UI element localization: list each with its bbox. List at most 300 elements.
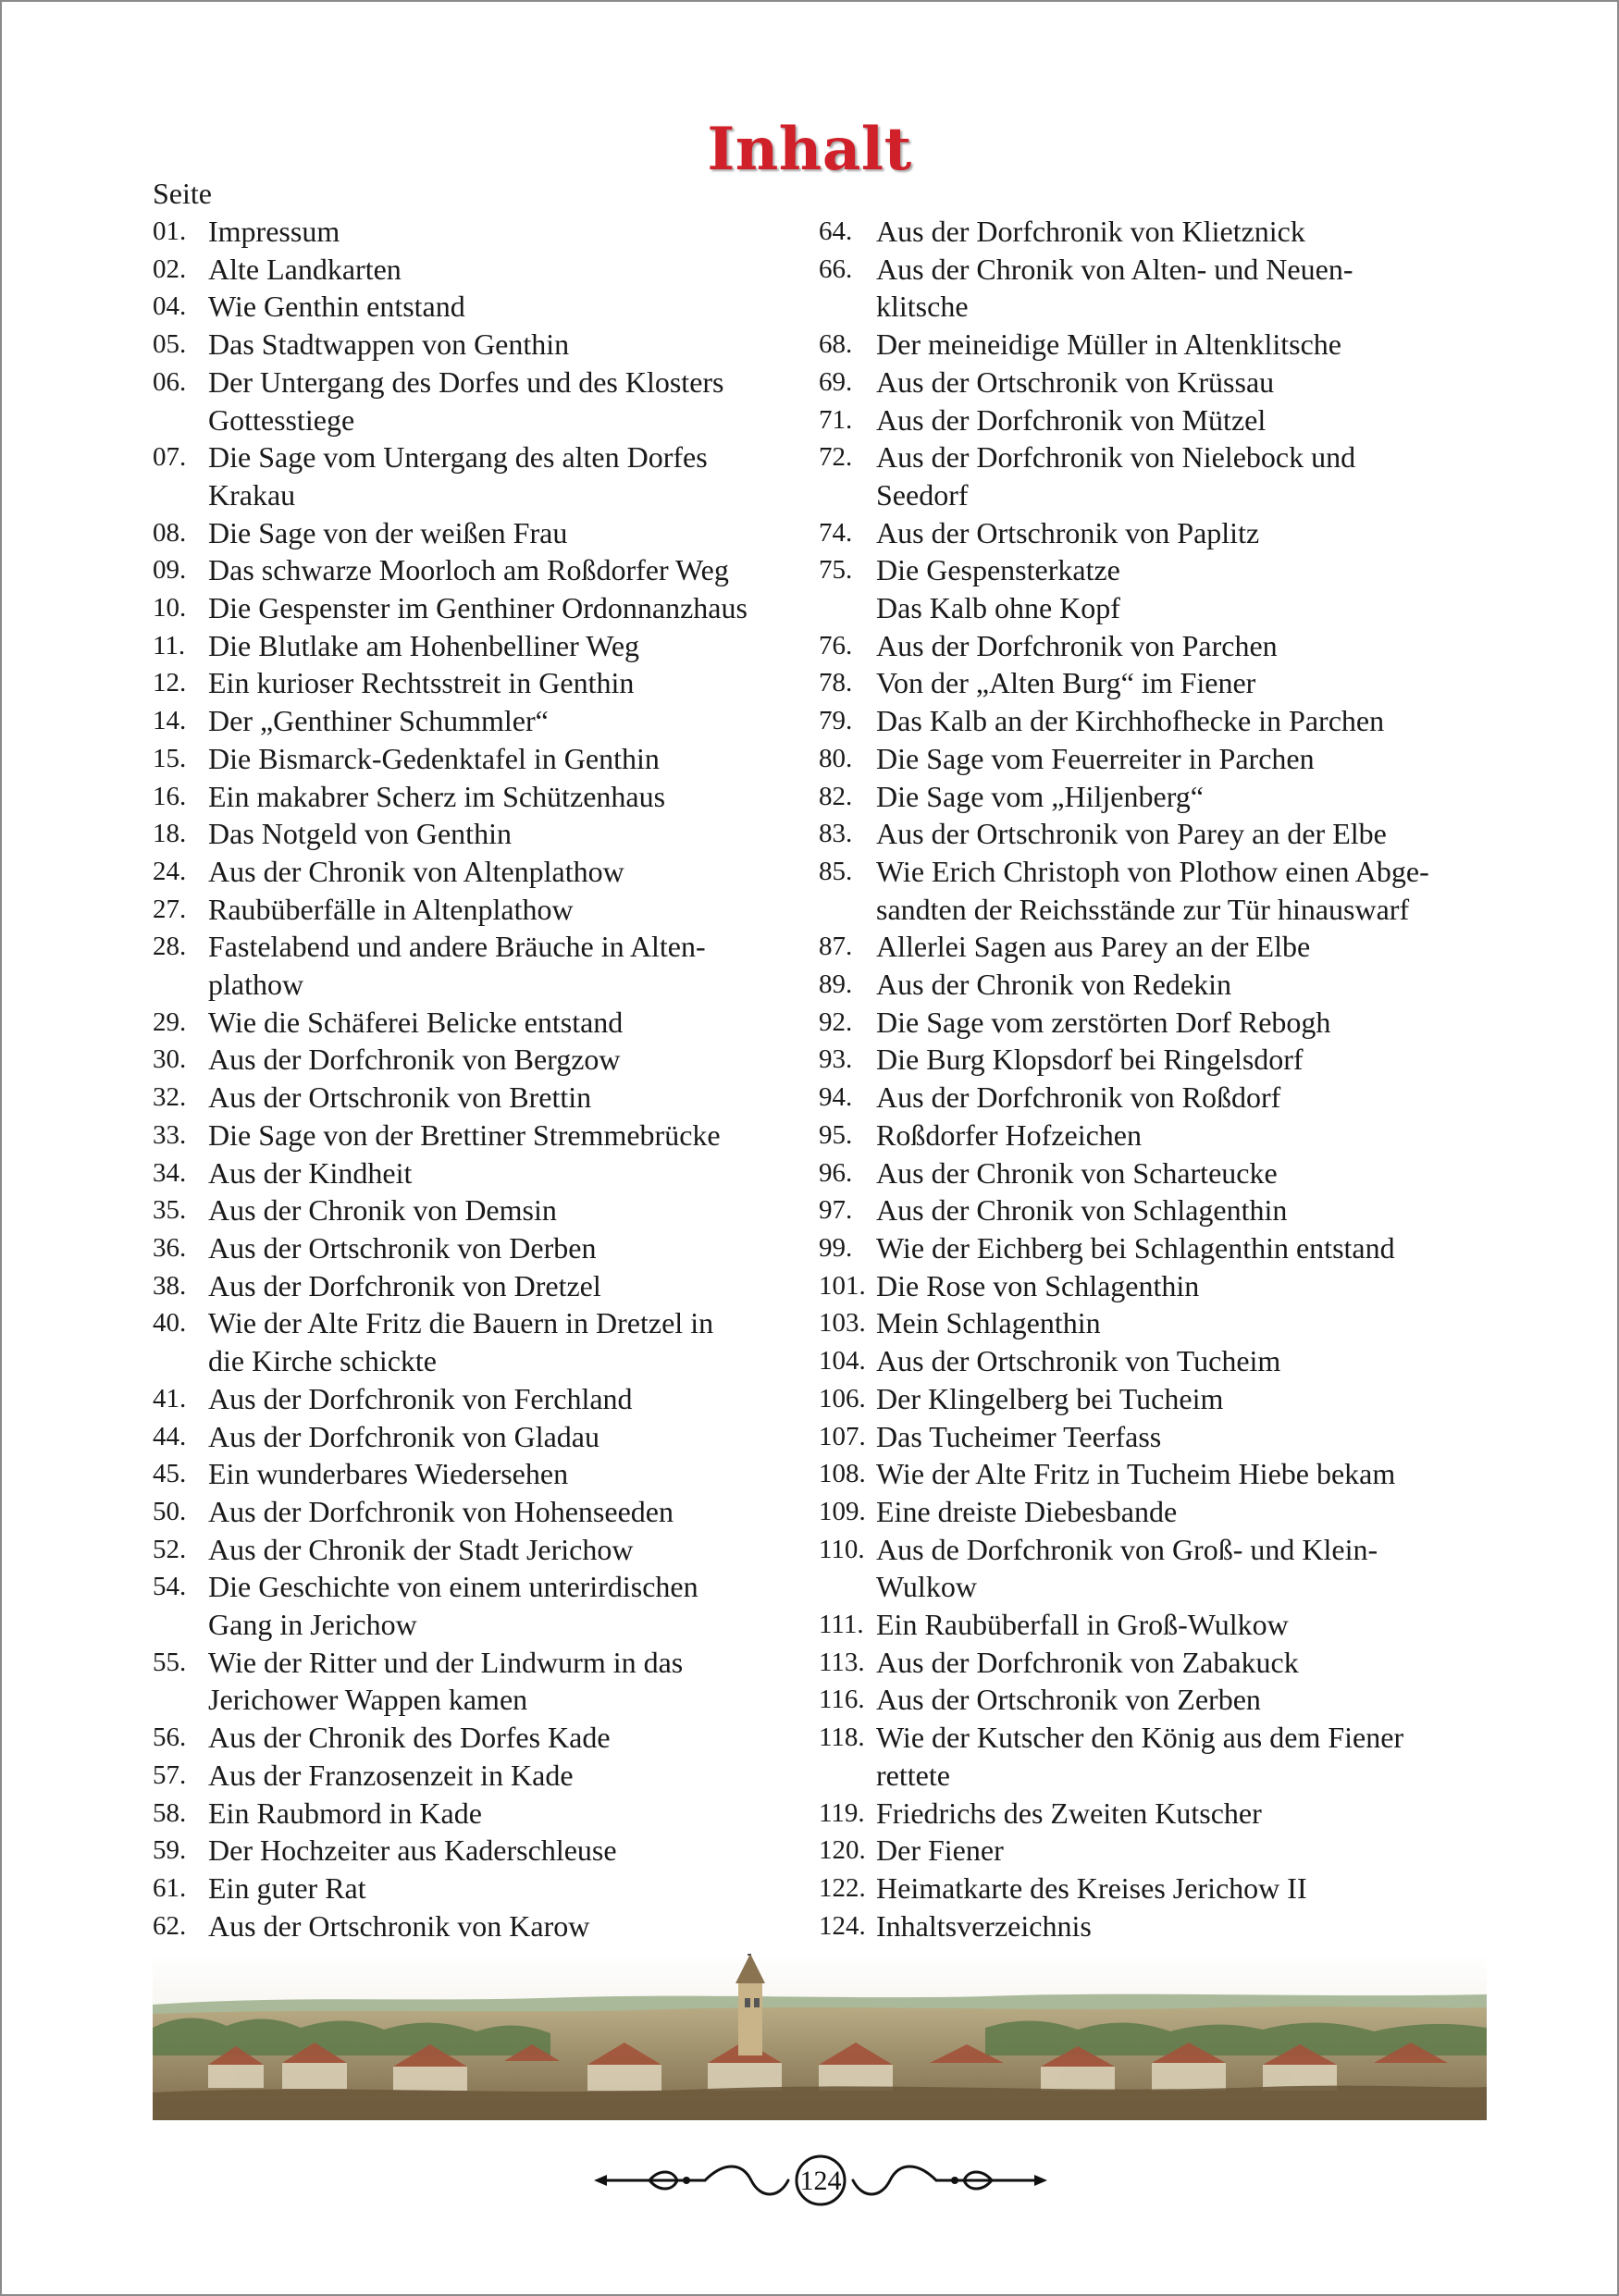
toc-title-line: rettete [876, 1758, 950, 1792]
toc-entry [819, 364, 1540, 401]
toc-page-number: 15. [153, 743, 187, 773]
toc-entry [819, 251, 1540, 326]
toc-entry [819, 1606, 1540, 1644]
toc-page-number: 57. [153, 1759, 187, 1790]
toc-page-number: 58. [153, 1797, 187, 1828]
toc-title-line: Die Blutlake am Hohenbelliner Weg [208, 628, 640, 662]
toc-title-line: Aus der Dorfchronik von Roßdorf [876, 1080, 1281, 1115]
toc-title-line: Wie die Schäferei Belicke entstand [208, 1005, 624, 1039]
toc-title-line: Wie Erich Christoph von Plothow einen Abge- [876, 854, 1429, 888]
toc-title [876, 1719, 1540, 1794]
toc-entry [819, 1304, 1540, 1342]
toc-title [876, 1117, 1540, 1154]
toc-title [876, 1229, 1540, 1267]
toc-title [876, 364, 1540, 401]
toc-page-number: 75. [819, 555, 853, 586]
toc-title [876, 1004, 1540, 1042]
toc-entry [819, 740, 1540, 778]
toc-entry [153, 664, 819, 702]
toc-page-number: 02. [153, 253, 187, 284]
toc-title-line: Der Klingelberg bei Tucheim [876, 1381, 1224, 1415]
toc-title-line: Die Gespenster im Genthiner Ordonnanzhaus [208, 591, 748, 625]
toc-entry [153, 1304, 819, 1379]
toc-title [876, 1531, 1540, 1606]
toc-page-number: 107. [819, 1421, 866, 1451]
toc-entry [819, 702, 1540, 740]
toc-entry [819, 1079, 1540, 1117]
toc-page-number: 10. [153, 593, 187, 623]
toc-title-line: Aus der Ortschronik von Brettin [208, 1080, 592, 1115]
toc-title [876, 1455, 1540, 1493]
toc-title-line: Die Sage von der weißen Frau [208, 515, 568, 549]
town-panorama-illustration [153, 1954, 1487, 2120]
toc-page-number: 06. [153, 366, 187, 397]
toc-page-number: 30. [153, 1044, 187, 1075]
toc-page-number: 87. [819, 932, 853, 962]
toc-entry [153, 1832, 819, 1870]
toc-page-number: 97. [819, 1195, 853, 1226]
toc-title [876, 778, 1540, 816]
toc-title [208, 364, 819, 438]
toc-title-line: Die Burg Klopsdorf bei Ringelsdorf [876, 1043, 1304, 1077]
toc-entry [819, 1681, 1540, 1719]
toc-title [208, 1795, 819, 1833]
toc-title-line: Ein guter Rat [208, 1870, 366, 1905]
toc-title [208, 1004, 819, 1042]
toc-page-number: 28. [153, 932, 187, 962]
toc-entry [153, 815, 819, 853]
toc-title [208, 514, 819, 552]
toc-title [208, 1644, 819, 1719]
toc-entry [819, 928, 1540, 966]
toc-title [876, 1380, 1540, 1418]
toc-entry [153, 551, 819, 589]
toc-page-number: 07. [153, 442, 187, 473]
toc-title-line: Der meineidige Müller in Altenklitsche [876, 327, 1341, 362]
toc-title-line: Aus der Chronik von Schlagenthin [876, 1193, 1288, 1228]
toc-page-number: 16. [153, 781, 187, 811]
toc-title [208, 1079, 819, 1117]
toc-title [876, 702, 1540, 740]
toc-entry [153, 1719, 819, 1757]
toc-entry [153, 928, 819, 1003]
toc-entry [819, 1719, 1540, 1794]
toc-title [876, 514, 1540, 552]
toc-entry [819, 1870, 1540, 1907]
toc-title-line: Die Sage vom Feuerreiter in Parchen [876, 741, 1315, 775]
toc-title-line: Aus der Ortschronik von Derben [208, 1230, 597, 1265]
toc-title [876, 1041, 1540, 1079]
toc-entry [819, 1493, 1540, 1531]
toc-entry [819, 1795, 1540, 1833]
toc-entry [153, 514, 819, 552]
toc-title [876, 815, 1540, 853]
toc-title-line: Aus der Ortschronik von Tucheim [876, 1344, 1281, 1378]
toc-page-number: 85. [819, 856, 853, 886]
toc-title-line: Alte Landkarten [208, 252, 402, 286]
toc-title-line: Aus der Ortschronik von Karow [208, 1908, 590, 1943]
toc-title-line: Ein kurioser Rechtsstreit in Genthin [208, 666, 635, 700]
toc-entry [153, 1267, 819, 1305]
toc-entry [153, 1907, 819, 1945]
toc-title-line: Aus der Dorfchronik von Zabakuck [876, 1645, 1299, 1679]
toc-title-line: Die Sage vom „Hiljenberg“ [876, 779, 1204, 813]
toc-title-line: Aus der Ortschronik von Parey an der Elbe [876, 817, 1387, 851]
toc-page-number: 74. [819, 517, 853, 548]
toc-page-number: 59. [153, 1835, 187, 1866]
toc-title-line: Ein Raubmord in Kade [208, 1796, 482, 1830]
toc-entry [819, 853, 1540, 928]
toc-title [208, 1267, 819, 1305]
toc-page-number: 103. [819, 1308, 866, 1339]
toc-title-line: Aus der Ortschronik von Zerben [876, 1683, 1261, 1717]
toc-title-line: Impressum [208, 215, 340, 248]
toc-title-line: Das Stadtwappen von Genthin [208, 327, 570, 362]
toc-title [876, 740, 1540, 778]
toc-page-number: 66. [819, 253, 853, 284]
toc-page-number: 55. [153, 1647, 187, 1677]
toc-title-line: Die Geschichte von einem unterirdischen [208, 1570, 698, 1604]
toc-page-number: 29. [153, 1006, 187, 1037]
toc-page-number: 108. [819, 1459, 866, 1489]
toc-title-line: Aus der Dorfchronik von Nielebock und [876, 440, 1356, 475]
toc-title-line: Jerichower Wappen kamen [208, 1683, 528, 1717]
toc-title-line: Raubüberfälle in Altenplathow [208, 892, 574, 926]
toc-entry [153, 213, 819, 251]
toc-page-number: 120. [819, 1835, 866, 1866]
toc-page-number: 101. [819, 1270, 866, 1301]
toc-title [208, 853, 819, 891]
toc-entry [819, 401, 1540, 439]
toc-page-number: 94. [819, 1082, 853, 1113]
toc-entry [153, 438, 819, 513]
toc-entry [819, 1531, 1540, 1606]
toc-entry [819, 1342, 1540, 1380]
toc-page-number: 24. [153, 856, 187, 886]
toc-page-number: 76. [819, 630, 853, 660]
toc-entry [153, 1757, 819, 1795]
toc-title [208, 1832, 819, 1870]
toc-title [208, 1041, 819, 1079]
toc-title-line: Die Gespensterkatze [876, 553, 1120, 587]
toc-title-line: Wie der Eichberg bei Schlagenthin entstand [876, 1230, 1395, 1265]
toc-title-line: Aus der Chronik des Dorfes Kade [208, 1721, 611, 1755]
toc-title-line: Die Rose von Schlagenthin [876, 1268, 1200, 1302]
toc-title-line: Aus der Ortschronik von Paplitz [876, 515, 1260, 549]
toc-page-number: 92. [819, 1006, 853, 1037]
toc-title [208, 1380, 819, 1418]
toc-page-number: 122. [819, 1872, 866, 1903]
toc-title-line: Ein Raubüberfall in Groß-Wulkow [876, 1608, 1289, 1642]
toc-title [876, 438, 1540, 513]
toc-title-line: Seedorf [876, 477, 969, 512]
toc-entry [819, 326, 1540, 364]
toc-page-number: 35. [153, 1195, 187, 1226]
page-number-ornament [594, 2153, 1047, 2208]
toc-page-number: 89. [819, 969, 853, 1000]
toc-right-column [819, 213, 1540, 1944]
toc-entry [819, 664, 1540, 702]
toc-title [208, 627, 819, 665]
toc-title-line: Aus der Chronik von Demsin [208, 1193, 557, 1228]
toc-title-line: die Kirche schickte [208, 1344, 437, 1378]
toc-entry [153, 1191, 819, 1229]
toc-title-line: klitsche [876, 290, 969, 324]
toc-page-number: 106. [819, 1383, 866, 1413]
toc-page-number: 44. [153, 1421, 187, 1451]
toc-page-number: 95. [819, 1119, 853, 1150]
toc-entry [819, 1191, 1540, 1229]
toc-title-line: Aus der Ortschronik von Krüssau [876, 364, 1275, 399]
toc-page-number: 36. [153, 1232, 187, 1263]
toc-entry [153, 1229, 819, 1267]
toc-title [208, 815, 819, 853]
toc-page-number: 109. [819, 1496, 866, 1526]
toc-title-line: Inhaltsverzeichnis [876, 1908, 1092, 1943]
toc-title [876, 928, 1540, 966]
toc-page-number: 04. [153, 291, 187, 322]
toc-entry [153, 1418, 819, 1456]
toc-entry [153, 251, 819, 289]
toc-entry [819, 551, 1540, 626]
toc-title-line: Krakau [208, 477, 296, 512]
toc-entry [153, 1117, 819, 1154]
toc-entry [153, 740, 819, 778]
toc-page-number: 79. [819, 706, 853, 736]
toc-page-number: 27. [153, 894, 187, 924]
toc-title [208, 288, 819, 326]
toc-title [208, 1531, 819, 1569]
toc-title-line: Die Sage vom zerstörten Dorf Rebogh [876, 1005, 1331, 1039]
toc-page-number: 52. [153, 1534, 187, 1564]
toc-page-number: 96. [819, 1157, 853, 1188]
toc-title [876, 1795, 1540, 1833]
toc-page-number: 82. [819, 781, 853, 811]
toc-title-line: Aus der Chronik von Altenplathow [208, 854, 624, 888]
toc-page-number: 104. [819, 1346, 866, 1376]
toc-title-line: Wie der Alte Fritz in Tucheim Hiebe bekam [876, 1457, 1396, 1491]
toc-entry [153, 1870, 819, 1907]
toc-page-number: 119. [819, 1797, 865, 1828]
toc-title-line: Der Untergang des Dorfes und des Klosters [208, 364, 724, 399]
toc-entry [819, 966, 1540, 1004]
toc-entry [153, 1531, 819, 1569]
toc-title [208, 1154, 819, 1192]
toc-page-number: 110. [819, 1534, 865, 1564]
toc-title [208, 589, 819, 627]
toc-page-number: 45. [153, 1459, 187, 1489]
toc-title-line: Aus der Chronik von Alten- und Neuen- [876, 252, 1353, 286]
toc-page-number: 05. [153, 329, 187, 360]
toc-title [208, 1757, 819, 1795]
toc-title [876, 1606, 1540, 1644]
toc-page-number: 09. [153, 555, 187, 586]
toc-page-number: 32. [153, 1082, 187, 1113]
toc-title [208, 1493, 819, 1531]
toc-entry [819, 1267, 1540, 1305]
toc-title-line: Die Bismarck-Gedenktafel in Genthin [208, 741, 660, 775]
toc-entry [153, 1568, 819, 1643]
toc-entry [153, 1079, 819, 1117]
toc-title [208, 326, 819, 364]
toc-title [208, 1304, 819, 1379]
toc-title-line: Von der „Alten Burg“ im Fiener [876, 666, 1256, 700]
toc-entry [819, 1644, 1540, 1682]
toc-entry [819, 1907, 1540, 1945]
toc-title [208, 1418, 819, 1456]
toc-title-line: Ein makabrer Scherz im Schützenhaus [208, 779, 666, 813]
toc-title [876, 966, 1540, 1004]
toc-page-number: 69. [819, 366, 853, 397]
toc-entry [153, 891, 819, 929]
toc-title-line: Die Sage vom Untergang des alten Dorfes [208, 440, 708, 475]
toc-entry [153, 1004, 819, 1042]
toc-title [208, 1191, 819, 1229]
toc-entry [153, 1644, 819, 1719]
toc-title-line: Ein wunderbares Wiedersehen [208, 1457, 569, 1491]
toc-title [876, 1681, 1540, 1719]
toc-page-number: 124. [819, 1910, 866, 1941]
toc-title-line: Der Hochzeiter aus Kaderschleuse [208, 1833, 617, 1868]
toc-title [876, 1191, 1540, 1229]
toc-entry [153, 702, 819, 740]
toc-title [208, 438, 819, 513]
toc-entry [153, 1041, 819, 1079]
toc-page-number: 56. [153, 1722, 187, 1753]
toc-title [876, 1267, 1540, 1305]
toc-title-line: Aus de Dorfchronik von Groß- und Klein- [876, 1532, 1378, 1566]
toc-title-line: Wie der Alte Fritz die Bauern in Dretzel in [208, 1306, 714, 1340]
toc-title [876, 664, 1540, 702]
toc-left-column [153, 213, 819, 1944]
toc-title [208, 891, 819, 929]
toc-title [208, 1870, 819, 1907]
toc-page-number: 93. [819, 1044, 853, 1075]
toc-title-line: Der „Genthiner Schummler“ [208, 704, 549, 738]
toc-title-line: Aus der Dorfchronik von Bergzow [208, 1043, 621, 1077]
toc-title [208, 551, 819, 589]
page-title: Inhalt [707, 115, 912, 184]
toc-title-line: Aus der Dorfchronik von Parchen [876, 628, 1278, 662]
toc-entry [153, 1380, 819, 1418]
toc-title-line: Aus der Dorfchronik von Mützel [876, 402, 1267, 437]
toc-page-number: 80. [819, 743, 853, 773]
toc-title-line: Gottesstiege [208, 402, 355, 437]
toc-title [208, 778, 819, 816]
toc-title-line: Aus der Dorfchronik von Dretzel [208, 1268, 601, 1302]
toc-title-line: Aus der Dorfchronik von Gladau [208, 1419, 599, 1453]
toc-title [876, 1832, 1540, 1870]
toc-title-line: Aus der Chronik von Redekin [876, 968, 1231, 1002]
toc-title-line: sandten der Reichsstände zur Tür hinauswarf [876, 892, 1410, 926]
toc-title [876, 1870, 1540, 1907]
toc-title-line: Roßdorfer Hofzeichen [876, 1117, 1142, 1152]
toc-page-number: 68. [819, 329, 853, 360]
toc-entry [153, 326, 819, 364]
toc-page-number: 50. [153, 1496, 187, 1526]
toc-page-number: 64. [819, 216, 853, 246]
toc-entry [153, 288, 819, 326]
toc-title-line: Aus der Franzosenzeit in Kade [208, 1758, 574, 1792]
toc-title [208, 1568, 819, 1643]
toc-title-line: Aus der Dorfchronik von Klietznick [876, 215, 1305, 248]
toc-title [876, 1644, 1540, 1682]
toc-entry [153, 778, 819, 816]
toc-title-line: Aus der Chronik der Stadt Jerichow [208, 1532, 634, 1566]
toc-title-line: Aus der Dorfchronik von Hohenseeden [208, 1494, 674, 1528]
toc-title-line: Fastelabend und andere Bräuche in Alten- [208, 930, 706, 964]
toc-entry [153, 1493, 819, 1531]
toc-entry [819, 815, 1540, 853]
toc-page-number: 113. [819, 1647, 865, 1677]
toc-title [876, 627, 1540, 665]
toc-title-line: Das Kalb an der Kirchhofhecke in Parchen [876, 704, 1385, 738]
toc-title [208, 1907, 819, 1945]
toc-entry [153, 1795, 819, 1833]
toc-title-line: Wie Genthin entstand [208, 290, 465, 324]
toc-title-line: Aus der Kindheit [208, 1155, 413, 1190]
toc-title [876, 1493, 1540, 1531]
toc-entry [819, 1380, 1540, 1418]
toc-entry [153, 853, 819, 891]
toc-entry [153, 364, 819, 438]
page-number: 124 [799, 2166, 842, 2196]
toc-title [876, 1304, 1540, 1342]
toc-entry [819, 1832, 1540, 1870]
toc-entry [819, 213, 1540, 251]
toc-title-line: Wie der Kutscher den König aus dem Fiener [876, 1721, 1404, 1755]
toc-page-number: 72. [819, 442, 853, 473]
toc-title-line: Aus der Dorfchronik von Ferchland [208, 1381, 633, 1415]
toc-title [876, 1079, 1540, 1117]
toc-entry [819, 438, 1540, 513]
toc-title [876, 326, 1540, 364]
toc-page-number: 111. [819, 1610, 864, 1640]
toc-page-number: 38. [153, 1270, 187, 1301]
toc-entry [819, 1041, 1540, 1079]
toc-entry [819, 1154, 1540, 1192]
toc-page-number: 99. [819, 1232, 853, 1263]
toc-title [876, 1154, 1540, 1192]
toc-page-number: 71. [819, 404, 853, 435]
toc-title-line: Die Sage von der Brettiner Stremmebrücke [208, 1117, 721, 1152]
toc-title-line: Wulkow [876, 1570, 977, 1604]
toc-title-line: Heimatkarte des Kreises Jerichow II [876, 1870, 1307, 1905]
toc-entry [819, 1455, 1540, 1493]
toc-title [208, 1719, 819, 1757]
toc-entry [153, 589, 819, 627]
toc-title-line: Friedrichs des Zweiten Kutscher [876, 1796, 1262, 1830]
toc-title [208, 213, 819, 251]
toc-title [876, 213, 1540, 251]
toc-title-line: Das Notgeld von Genthin [208, 817, 512, 851]
toc-page-number: 18. [153, 819, 187, 849]
toc-page-number: 83. [819, 819, 853, 849]
toc-title [208, 740, 819, 778]
toc-entry [819, 627, 1540, 665]
toc-entry [153, 1154, 819, 1192]
toc-title [208, 702, 819, 740]
toc-page-number: 01. [153, 216, 187, 246]
toc-title-line: Aus der Chronik von Scharteucke [876, 1155, 1278, 1190]
toc-title-line: Der Fiener [876, 1833, 1004, 1868]
toc-page-number: 33. [153, 1119, 187, 1150]
toc-title [876, 1342, 1540, 1380]
toc-page-number: 116. [819, 1685, 865, 1715]
toc-title-line: Eine dreiste Diebesbande [876, 1494, 1178, 1528]
toc-title-line: Das Kalb ohne Kopf [876, 591, 1120, 625]
toc-title-line: plathow [208, 968, 304, 1002]
